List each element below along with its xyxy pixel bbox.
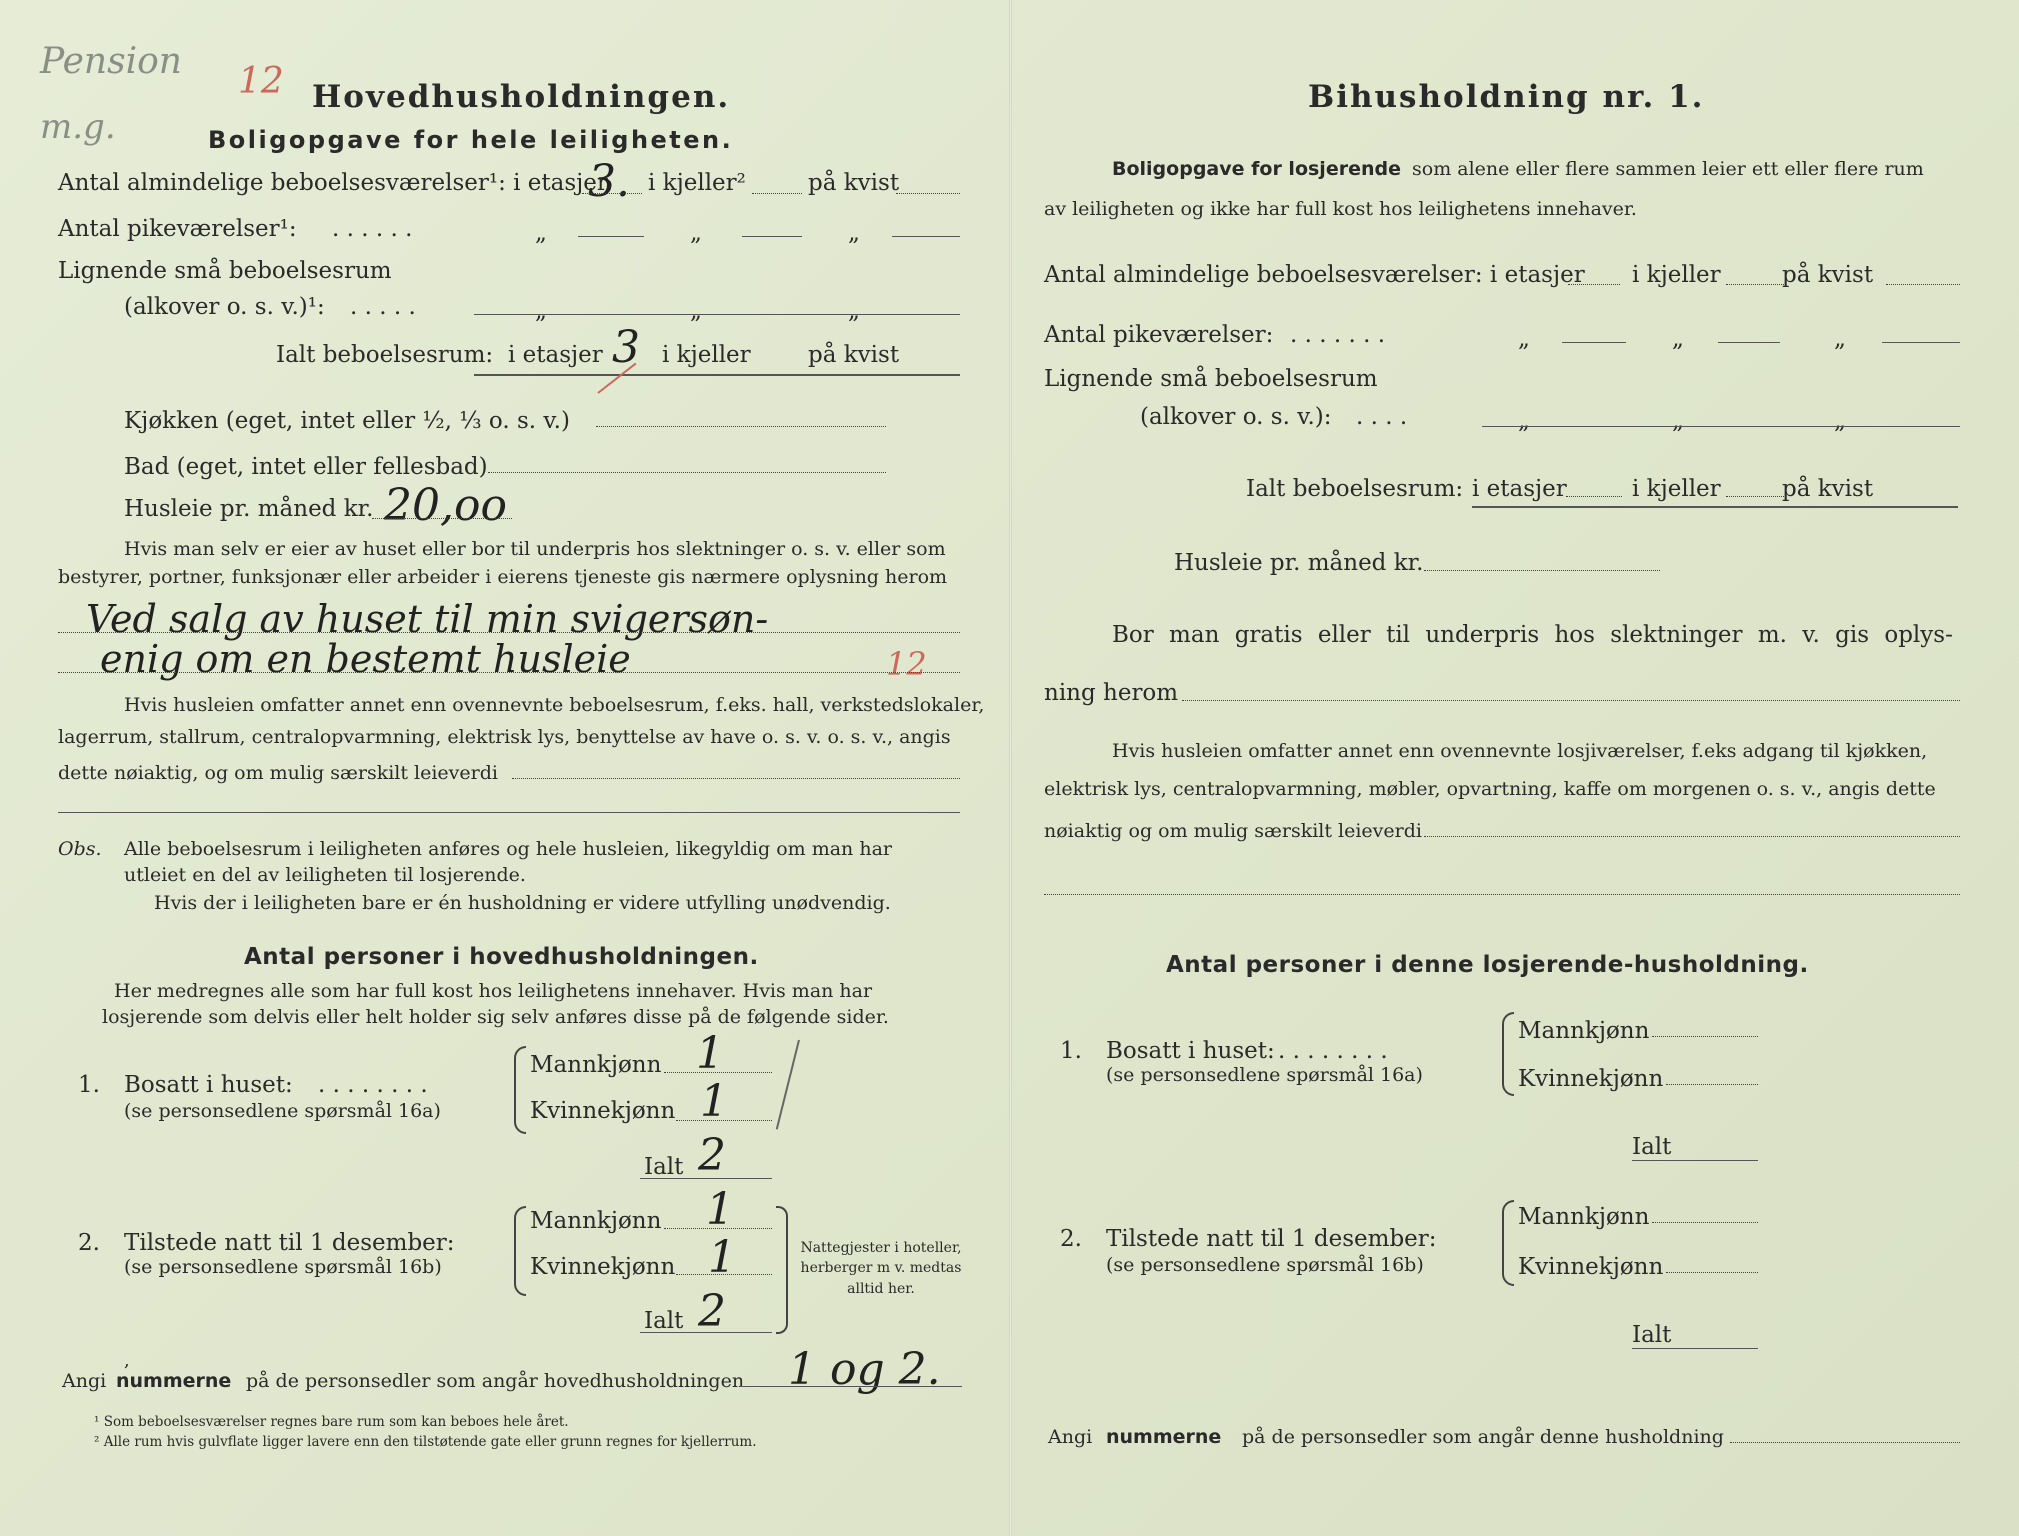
rooms-row2-line-3 [892, 236, 960, 237]
rent-line [372, 518, 512, 519]
rooms-row2-line-2 [1718, 342, 1780, 343]
rooms-row2-label: Antal pikeværelser: [1044, 322, 1274, 348]
q2-label: Tilstede natt til 1 desember: [1106, 1226, 1437, 1252]
rooms-total-line [1472, 506, 1958, 508]
page-title: Hovedhusholdningen. [312, 79, 731, 115]
angi-suffix: på de personsedler som angår hovedhusholdningen [246, 1370, 745, 1392]
rooms-row1-kjeller-label: i kjeller [1632, 262, 1721, 288]
angi-bold: nummerne [1106, 1426, 1222, 1448]
obs-line1: Alle beboelsesrum i leiligheten anføres og hele husleien, likegyldig om man har [124, 838, 892, 860]
rooms-row2-ditto-3: „ [1834, 326, 1846, 352]
q1-female-line [1666, 1084, 1758, 1085]
rooms-row3-label2: (alkover o. s. v.): [1140, 404, 1332, 430]
rooms-row1-kjeller-label: i kjeller² [648, 170, 746, 196]
stray-mark: , [124, 1350, 130, 1371]
intro-line2: av leiligheten og ikke har full kost hos leilighetens innehaver. [1044, 198, 1637, 220]
persons-note-line2: losjerende som delvis eller helt holder sig selv anføres disse på de følgende sider. [102, 1006, 889, 1028]
rooms-row3-label: Lignende små beboelsesrum [58, 258, 392, 284]
q1-total-line [1632, 1160, 1758, 1161]
bath-label: Bad (eget, intet eller fellesbad) [124, 454, 488, 480]
q2-number: 2. [78, 1230, 100, 1256]
q1-dots: . . . . . . . . [318, 1072, 428, 1098]
rooms-row3-dots: . . . . [1356, 404, 1408, 430]
rooms-row1-etasjer-line [582, 193, 642, 194]
rooms-row1-kvist-label: på kvist [808, 170, 900, 196]
rooms-total-label: Ialt beboelsesrum: [1246, 476, 1464, 502]
rooms-row3-dots: . . . . . [350, 294, 416, 320]
rent-line [1424, 570, 1660, 571]
angi-prefix: Angi [62, 1370, 107, 1392]
intro-bold: Boligopgave for losjerende [1112, 158, 1401, 180]
page-subtitle: Boligopgave for hele leiligheten. [208, 126, 734, 154]
rooms-row3-label: Lignende små beboelsesrum [1044, 366, 1378, 392]
rooms-row1-label: Antal almindelige beboelsesværelser: i etasjer [1044, 262, 1585, 288]
rooms-row1-kjeller-line [752, 193, 802, 194]
q1-total-label: Ialt [1632, 1134, 1672, 1160]
rooms-total-kjeller-label: i kjeller [662, 342, 751, 368]
q1-total-label: Ialt [644, 1154, 684, 1180]
q2-total-line [640, 1332, 772, 1333]
q2-subnote: (se personsedlene spørsmål 16b) [124, 1256, 442, 1278]
q1-total-value: 2 [698, 1130, 726, 1181]
q2-female-line [676, 1274, 772, 1275]
guests-note: Nattegjester i hoteller, herberger m v. medtas alltid her. [800, 1240, 962, 1297]
q1-total-line [640, 1178, 772, 1179]
rent-note-line2: elektrisk lys, centralopvarmning, møbler, opvartning, kaffe om morgenen o. s. v., angis dette [1044, 778, 1936, 800]
rooms-row1-kvist-line [1886, 284, 1960, 285]
q1-label: Bosatt i huset: [124, 1072, 293, 1098]
sub-household-page [1012, 0, 2019, 1536]
q2-male-label: Mannkjønn [530, 1208, 662, 1234]
footnote-1: ¹ Som beboelsesværelser regnes bare rum som kan beboes hele året. [94, 1414, 569, 1430]
intro-line1: som alene eller flere sammen leier ett eller flere rum [1412, 158, 1924, 180]
margin-note-number: 12 [238, 61, 284, 102]
rooms-row2-ditto-1: „ [1518, 326, 1530, 352]
q1-subnote: (se personsedlene spørsmål 16a) [1106, 1064, 1423, 1086]
rooms-row2-line-1 [1562, 342, 1626, 343]
rooms-row3-line [1482, 426, 1960, 427]
rooms-row1-etasjer-line [1568, 284, 1620, 285]
kitchen-line [596, 426, 886, 427]
page-title: Bihusholdning nr. 1. [1308, 79, 1705, 115]
q2-brace [1502, 1200, 1514, 1286]
rooms-row3-ditto-2: „ [1672, 408, 1684, 434]
gratis-line [1182, 700, 1960, 701]
q2-male-label: Mannkjønn [1518, 1204, 1650, 1230]
q2-male-line [1652, 1222, 1758, 1223]
rooms-row3-label2: (alkover o. s. v.)¹: [124, 294, 325, 320]
q1-number: 1. [1060, 1038, 1082, 1064]
q1-check-stroke [776, 1040, 800, 1130]
q1-number: 1. [78, 1072, 100, 1098]
owner-note-line2: bestyrer, portner, funksjonær eller arbeider i eierens tjeneste gis nærmere oplysning herom [58, 566, 948, 588]
q2-total-line [1632, 1348, 1758, 1349]
angi-line [1730, 1442, 1960, 1443]
rooms-total-kjeller-label: i kjeller [1632, 476, 1721, 502]
rooms-total-kjeller-line [1726, 496, 1786, 497]
obs-line2: utleiet en del av leiligheten til losjerende. [124, 864, 526, 886]
q2-total-value: 2 [698, 1286, 726, 1337]
angi-value: 1 og 2. [788, 1344, 941, 1395]
q1-subnote: (se personsedlene spørsmål 16a) [124, 1100, 441, 1122]
q1-male-line [664, 1072, 772, 1073]
rooms-row1-kvist-label: på kvist [1782, 262, 1874, 288]
main-household-page [0, 0, 1009, 1536]
rooms-total-label: Ialt beboelsesrum: [276, 342, 494, 368]
owner-note-answer-line2 [58, 672, 960, 673]
rooms-row3-ditto-1: „ [535, 298, 547, 324]
q2-male-line [664, 1228, 772, 1229]
rent-label: Husleie pr. måned kr. [124, 496, 374, 522]
owner-note-answer-line1 [58, 632, 960, 633]
rent-note-line3-fill [512, 778, 960, 779]
q1-male-value: 1 [696, 1028, 724, 1079]
rooms-row3-ditto-2: „ [690, 298, 702, 324]
q2-label: Tilstede natt til 1 desember: [124, 1230, 455, 1256]
q1-brace [514, 1046, 526, 1134]
rent-note-line3: dette nøiaktig, og om mulig særskilt leieverdi [58, 762, 498, 784]
rooms-row3-ditto-3: „ [848, 298, 860, 324]
q2-brace [514, 1206, 526, 1296]
footnote-2: ² Alle rum hvis gulvflate ligger lavere enn den tilstøtende gate eller grunn regnes for kjellerrum. [94, 1434, 757, 1450]
q2-female-label: Kvinnekjønn [1518, 1254, 1664, 1280]
q2-male-value: 1 [706, 1184, 734, 1235]
rooms-row2-dots: . . . . . . [332, 216, 413, 242]
rooms-row1-kjeller-line [1726, 284, 1786, 285]
q2-female-label: Kvinnekjønn [530, 1254, 676, 1280]
q1-dots: . . . . . . . . [1278, 1038, 1388, 1064]
rent-note-answer-line [1044, 894, 1960, 895]
rent-note-answer-line [58, 812, 960, 813]
rent-note-line3: nøiaktig og om mulig særskilt leieverdi [1044, 820, 1422, 842]
rooms-total-kvist-label: på kvist [1782, 476, 1874, 502]
q1-male-line [1652, 1036, 1758, 1037]
q1-label: Bosatt i huset: [1106, 1038, 1275, 1064]
rooms-row2-ditto-2: „ [690, 220, 702, 246]
rent-label: Husleie pr. måned kr. [1174, 550, 1424, 576]
q1-female-label: Kvinnekjønn [1518, 1066, 1664, 1092]
bath-line [488, 472, 886, 473]
rooms-row2-dots: . . . . . . . [1290, 322, 1386, 348]
rent-note-line1: Hvis husleien omfatter annet enn ovennevnte beboelsesrum, f.eks. hall, verkstedslokaler, [124, 694, 985, 716]
q2-female-line [1666, 1272, 1758, 1273]
angi-prefix: Angi [1048, 1426, 1093, 1448]
q1-female-label: Kvinnekjønn [530, 1098, 676, 1124]
owner-note-line1: Hvis man selv er eier av huset eller bor til underpris hos slektninger o. s. v. eller som [124, 538, 946, 560]
rooms-row1-label: Antal almindelige beboelsesværelser¹: i etasjer [58, 170, 608, 196]
rooms-row2-line-3 [1882, 342, 1960, 343]
q2-total-label: Ialt [644, 1308, 684, 1334]
angi-line [740, 1386, 962, 1387]
margin-note-mg: m.g. [40, 107, 116, 147]
rent-note-line3-fill [1424, 836, 1960, 837]
rooms-row2-ditto-2: „ [1672, 326, 1684, 352]
rent-value: 20,oo [384, 480, 507, 531]
persons-note-line1: Her medregnes alle som har full kost hos leilighetens innehaver. Hvis man har [114, 980, 873, 1002]
margin-note-pension: Pension [40, 41, 182, 82]
rooms-total-etasjer-line [1566, 496, 1622, 497]
angi-suffix: på de personsedler som angår denne husholdning [1242, 1426, 1724, 1448]
rooms-row2-line-1 [578, 236, 644, 237]
q2-right-brace [776, 1206, 788, 1334]
rooms-total-etasjer-label: i etasjer [508, 342, 603, 368]
rooms-row3-ditto-3: „ [1834, 408, 1846, 434]
q1-female-line [676, 1120, 772, 1121]
obs-label: Obs. [58, 838, 102, 860]
q1-brace [1502, 1012, 1514, 1096]
q2-number: 2. [1060, 1226, 1082, 1252]
rooms-row3-ditto-1: „ [1518, 408, 1530, 434]
handwritten-red-mark: 12 [886, 645, 927, 683]
rooms-row2-ditto-1: „ [535, 220, 547, 246]
gratis-line2: ning herom [1044, 680, 1179, 706]
persons-section-title: Antal personer i denne losjerende-husholdning. [1166, 952, 1809, 978]
q1-female-value: 1 [700, 1076, 728, 1127]
kitchen-label: Kjøkken (eget, intet eller ½, ⅓ o. s. v.) [124, 408, 570, 434]
q2-female-value: 1 [708, 1232, 736, 1283]
rooms-row3-line [474, 314, 960, 315]
persons-section-title: Antal personer i hovedhusholdningen. [244, 944, 759, 970]
q2-subnote: (se personsedlene spørsmål 16b) [1106, 1254, 1424, 1276]
rooms-row2-line-2 [742, 236, 802, 237]
rooms-row1-kvist-line [896, 193, 960, 194]
angi-bold: nummerne [116, 1370, 232, 1392]
rent-note-line1: Hvis husleien omfatter annet enn ovennevnte losjiværelser, f.eks adgang til kjøkken, [1112, 740, 1928, 762]
rooms-total-etasjer-label: i etasjer [1472, 476, 1567, 502]
q1-male-label: Mannkjønn [530, 1052, 662, 1078]
rooms-row2-label: Antal pikeværelser¹: [58, 216, 297, 242]
rooms-row2-ditto-3: „ [848, 220, 860, 246]
rooms-total-etasjer-value: 3 [612, 322, 640, 373]
rooms-total-line [474, 374, 960, 376]
obs-line3: Hvis der i leiligheten bare er én husholdning er videre utfylling unødvendig. [154, 892, 891, 914]
gratis-line1: Bor man gratis eller til underpris hos slektninger m. v. gis oplys- [1112, 622, 1953, 648]
rooms-total-kvist-label: på kvist [808, 342, 900, 368]
rooms-row1-etasjer-value: 3. [588, 156, 630, 207]
q1-male-label: Mannkjønn [1518, 1018, 1650, 1044]
handwritten-answer-line2: enig om en bestemt husleie [100, 637, 631, 681]
handwritten-answer-line1: Ved salg av huset til min svigersøn- [86, 597, 769, 641]
q2-total-label: Ialt [1632, 1322, 1672, 1348]
rent-note-line2: lagerrum, stallrum, centralopvarmning, elektrisk lys, benyttelse av have o. s. v. o. s. v., angis [58, 726, 951, 748]
